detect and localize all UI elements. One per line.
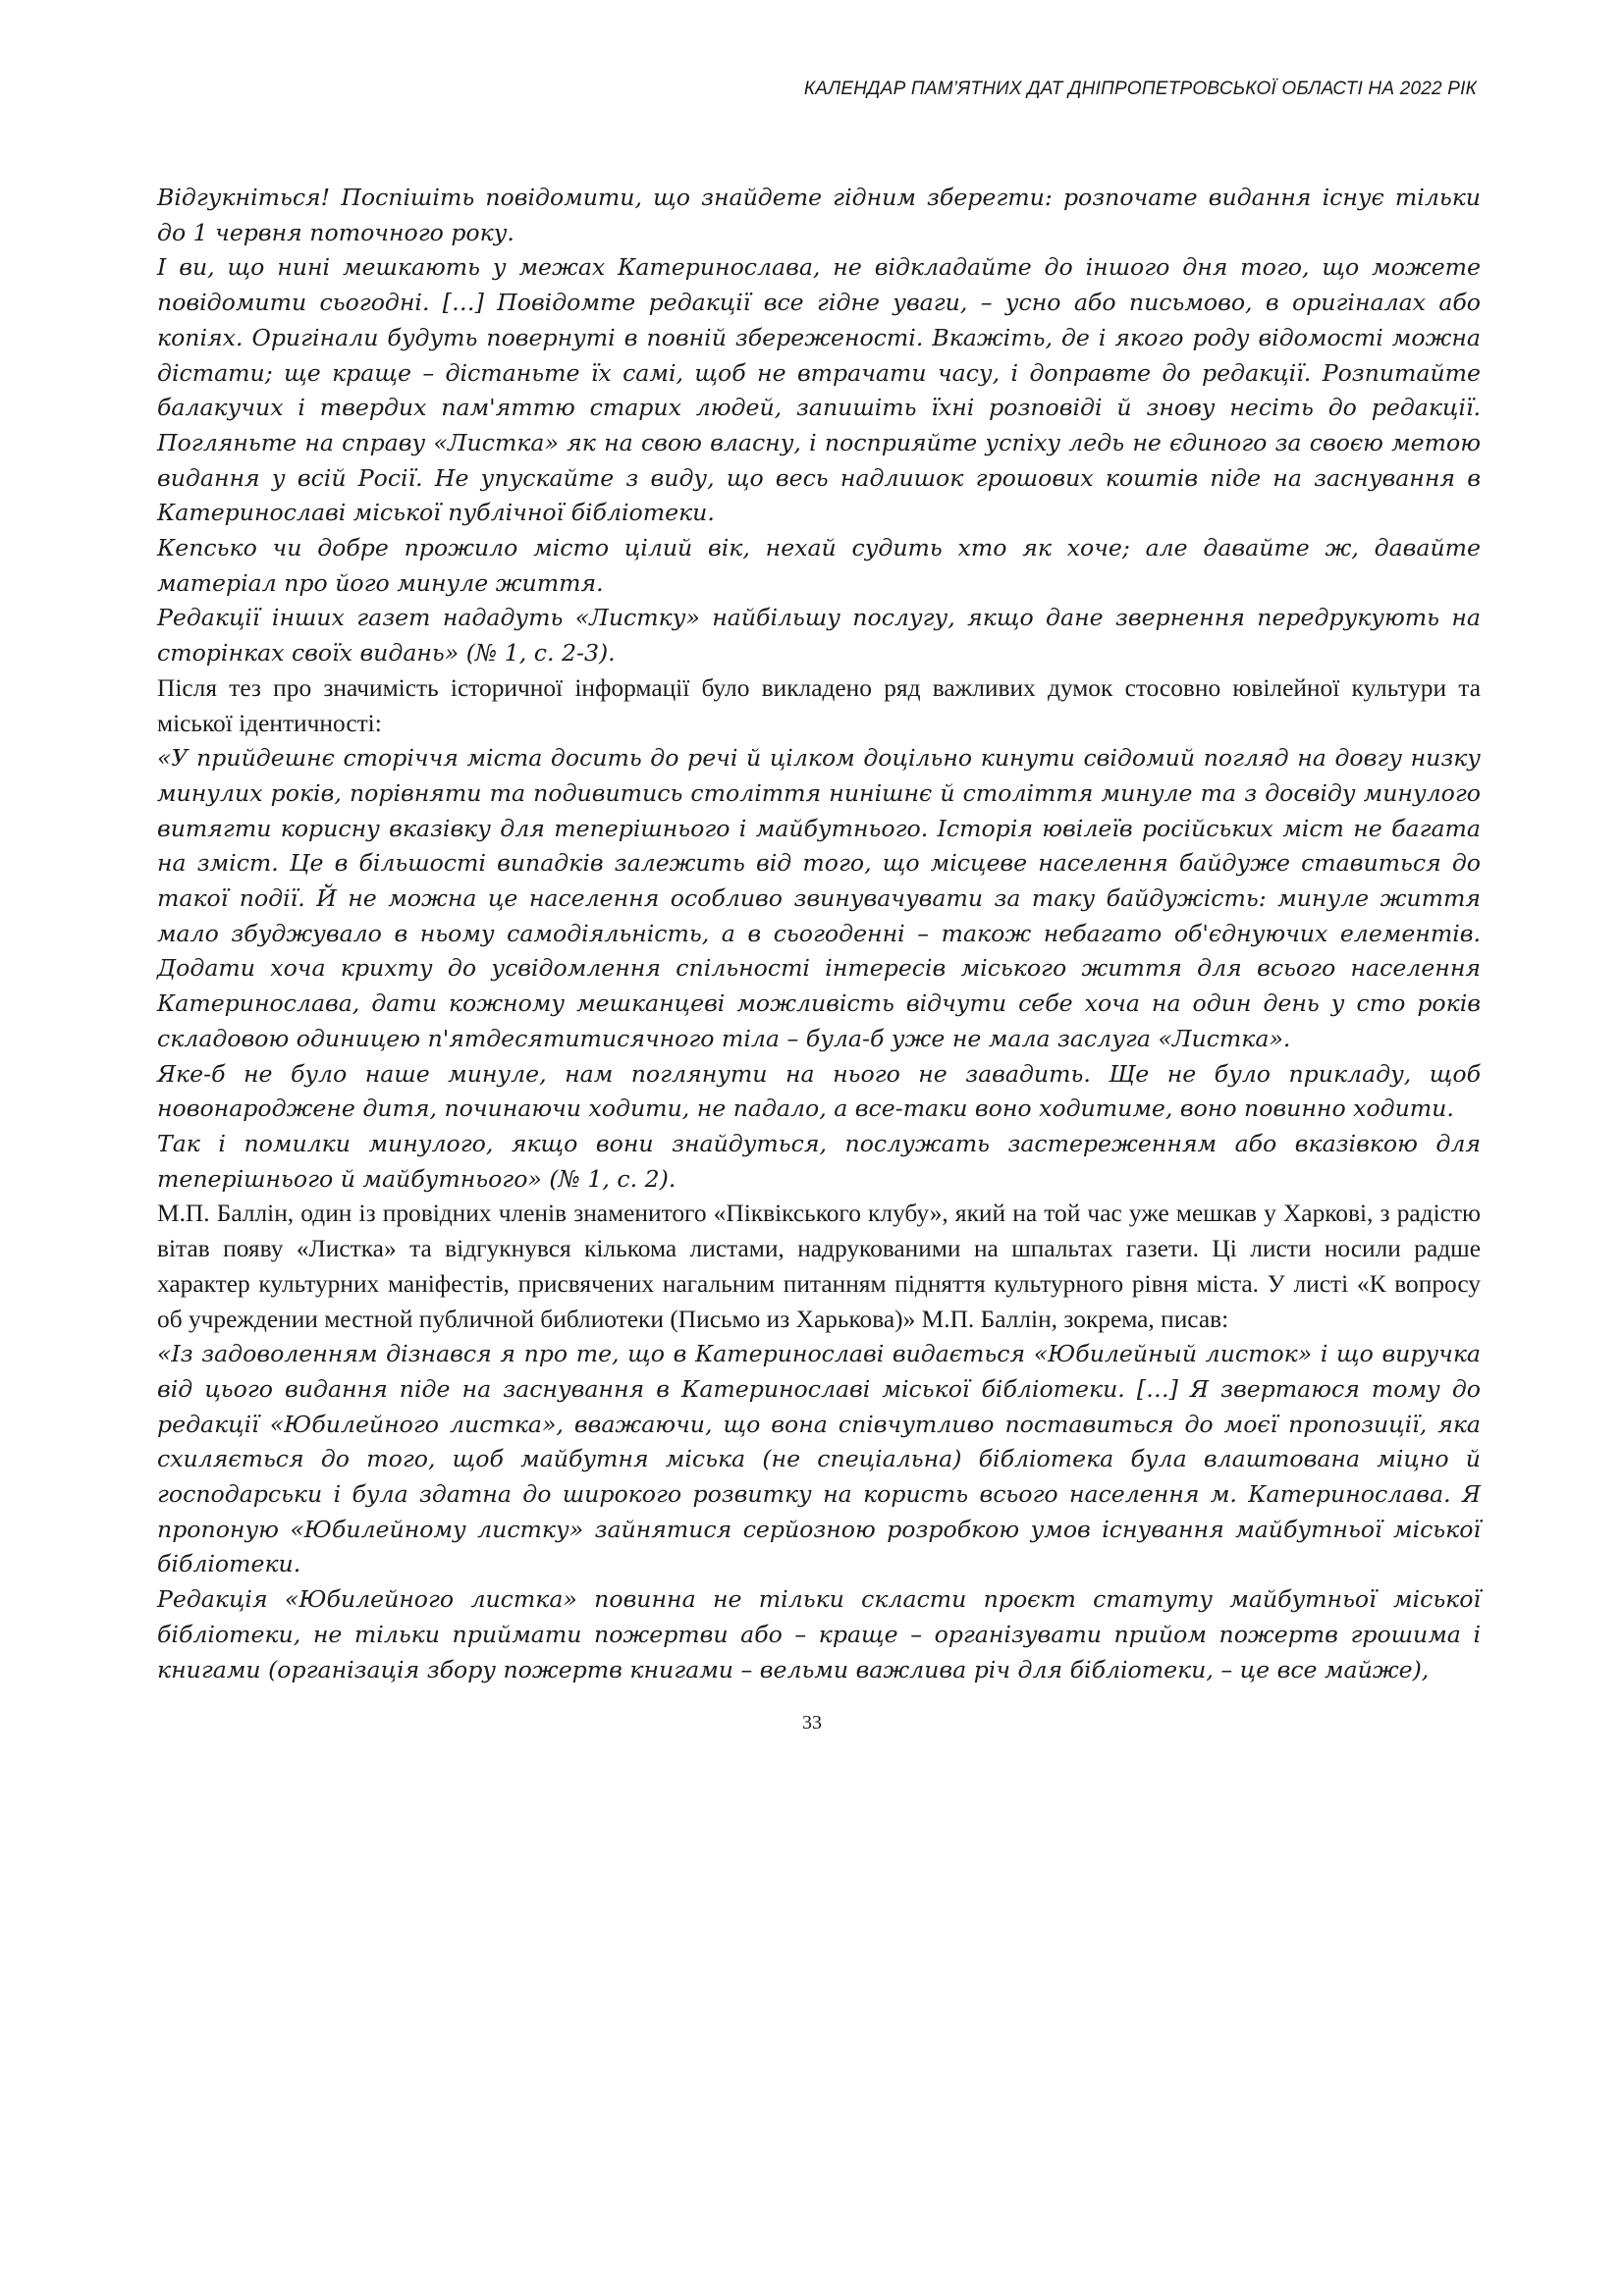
paragraph-3: Кепсько чи добре прожило місто цілий вік, нехай судить хто як хоче; але давайте ж, давайте матеріал про його минуле життя. xyxy=(157,534,1481,597)
body-text xyxy=(157,181,1481,1687)
paragraph-11: Редакція «Юбилейного листка» повинна не тільки скласти проєкт статуту майбутньої міської бібліотеки, не тільки приймати пожертви або – краще – організувати прийом пожертв грошима і книгами (організація збору пожертв книгами – вельми важлива річ для бібліотеки, – це все майже), xyxy=(157,1585,1481,1683)
paragraph-8: Так і помилки минулого, якщо вони знайдуться, послужать застереженням або вказівкою для теперішнього й майбутнього» (№ 1, с. 2). xyxy=(157,1129,1481,1193)
page-number: 33 xyxy=(802,1712,822,1734)
running-header: КАЛЕНДАР ПАМ’ЯТНИХ ДАТ ДНІПРОПЕТРОВСЬКОЇ ОБЛАСТІ НА 2022 РІК xyxy=(803,79,1477,99)
paragraph-9: М.П. Баллін, один із провідних членів знаменитого «Піквікського клубу», який на той час уже мешкав у Харкові, з радістю вітав появу «Листка» та відгукнувся кількома листами, надрукованими на шпальтах газети. Ці листи носили радше характер культурних маніфестів, присвячених нагальним питанням підняття культурного рівня міста. У листі «К вопросу об учреждении местной публичной библиотеки (Письмо из Харькова)» М.П. Баллін, зокрема, писав: xyxy=(157,1200,1481,1333)
paragraph-6: «У прийдешнє сторіччя міста досить до речі й цілком доцільно кинути свідомий погляд на довгу низку минулих років, порівняти та подивитись століття нинішнє й століття минуле та з досвіду минулого витягти корисну вказівку для теперішнього і майбутнього. Історія ювілеїв російських міст не багата на зміст. Це в більшості випадків залежить від того, що місцеве населення байдуже ставиться до такої події. Й не можна це населення особливо звинувачувати за таку байдужість: минуле життя мало збуджувало в ньому самодіяльність, а в сьогоденні – також небагато об'єднуючих елементів. Додати хоча крихту до усвідомлення спільності інтересів міського життя для всього населення Катеринослава, дати кожному мешканцеві можливість відчути себе хоча на один день у сто років складовою одиницею п'ятдесятитисячного тіла – була-б уже не мала заслуга «Листка». xyxy=(157,744,1481,1052)
paragraph-7: Яке-б не було наше минуле, нам поглянути на нього не завадить. Ще не було прикладу, щоб новонароджене дитя, починаючи ходити, не падало, а все-таки воно ходитиме, воно повинно ходити. xyxy=(157,1059,1481,1123)
paragraph-4: Редакції інших газет нададуть «Листку» найбільшу послугу, якщо дане звернення передрукують на сторінках своїх видань» (№ 1, с. 2-3). xyxy=(157,604,1481,667)
paragraph-2: І ви, що нині мешкають у межах Катеринослава, не відкладайте до іншого дня того, що можете повідомити сьогодні. […] Повідомте редакції все гідне уваги, – усно або письмово, в оригіналах або копіях. Оригінали будуть повернуті в повній збереженості. Вкажіть, де і якого роду відомості можна дістати; ще краще – дістаньте їх самі, щоб не втрачати часу, і доправте до редакції. Розпитайте балакучих і твердих пам'яттю старих людей, запишіть їхні розповіді й знову несіть до редакції. Погляньте на справу «Листка» як на свою власну, і посприяйте успіху ледь не єдиного за своєю метою видання у всій Росії. Не упускайте з виду, що весь надлишок грошових коштів піде на заснування в Катеринославі міської публічної бібліотеки. xyxy=(157,253,1481,527)
paragraph-1: Відгукніться! Поспішіть повідомити, що знайдете гідним зберегти: розпочате видання існує тільки до 1 червня поточного року. xyxy=(157,184,1481,246)
paragraph-5: Після тез про значимість історичної інформації було викладено ряд важливих думок стосовно ювілейної культури та міської ідентичності: xyxy=(157,673,1481,737)
paragraph-10: «Із задоволенням дізнався я про те, що в Катеринославі видається «Юбилейный листок» і що виручка від цього видання піде на заснування в Катеринославі міської бібліотеки. […] Я звертаюся тому до редакції «Юбилейного листка», вважаючи, що вона співчутливо поставиться до моєї пропозиції, яка схиляється до того, щоб майбутня міська (не спеціальна) бібліотека була влаштована міцно й господарськи і була здатна до широкого розвитку на користь всього населення м. Катеринослава. Я пропоную «Юбилейному листку» зайнятися серйозною розробкою умов існування майбутньої міської бібліотеки. xyxy=(157,1340,1481,1578)
